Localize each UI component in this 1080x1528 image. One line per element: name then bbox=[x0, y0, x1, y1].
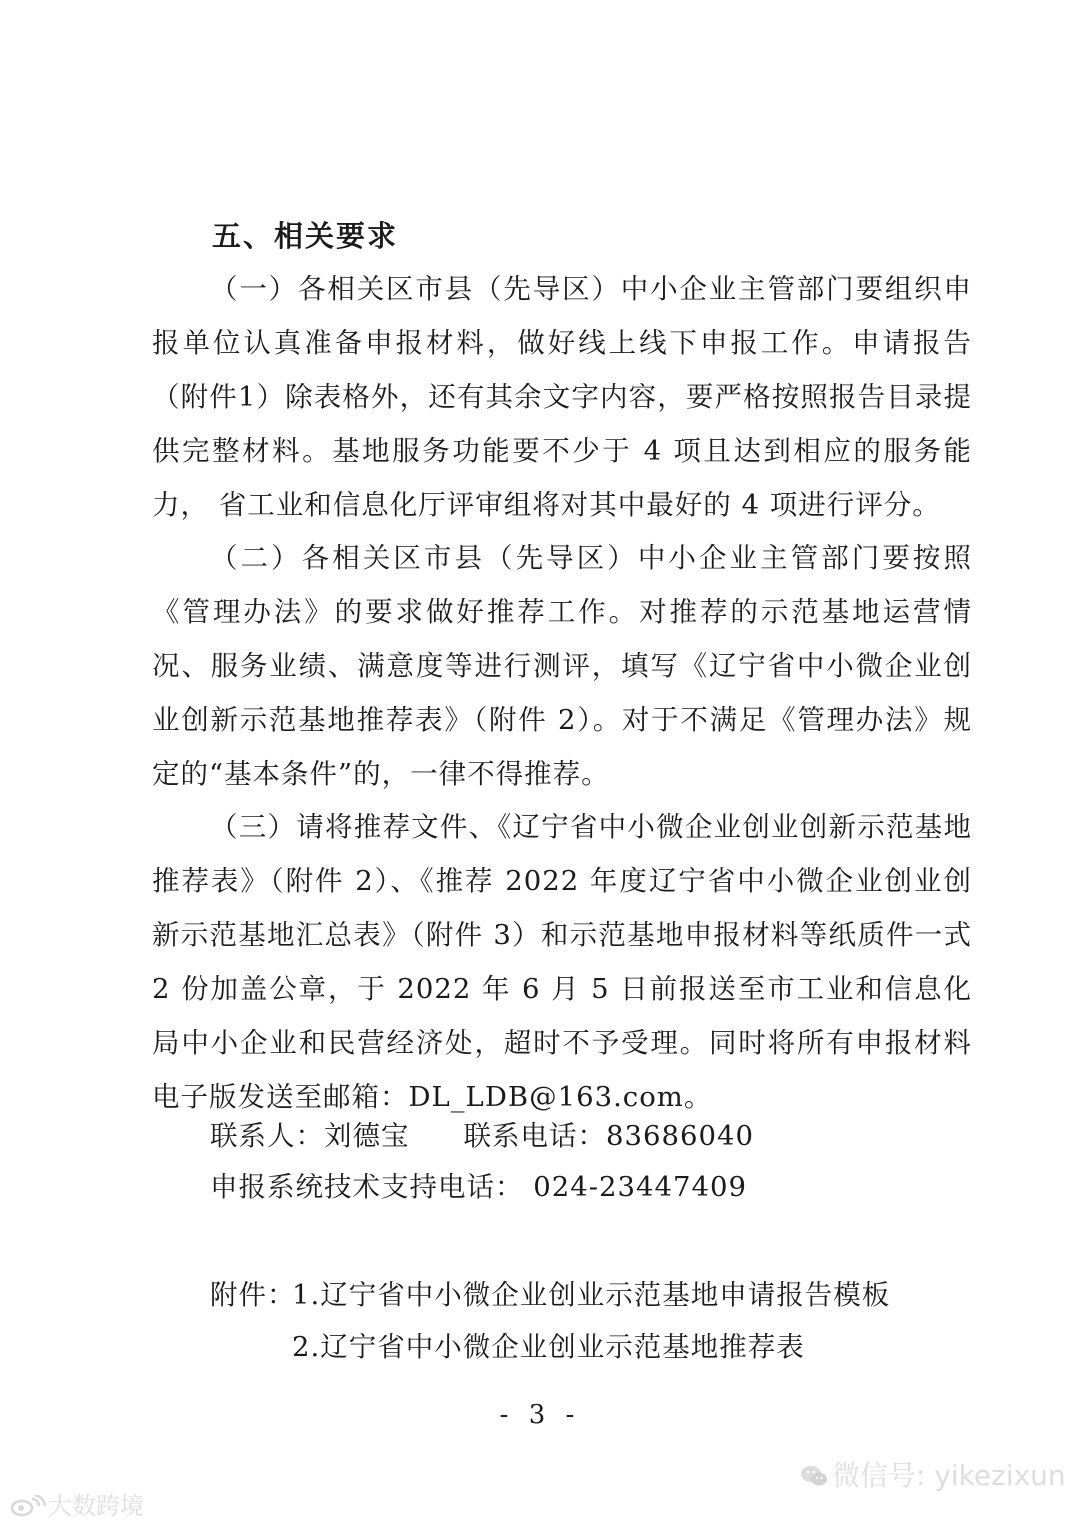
support-phone-label: 申报系统技术支持电话： bbox=[210, 1171, 524, 1203]
support-phone: 024-23447409 bbox=[533, 1171, 748, 1203]
page-number: - 3 - bbox=[499, 1400, 581, 1430]
requirement-paragraph-3: （三）请将推荐文件、《辽宁省中小微企业创业创新示范基地推荐表》（附件 2）、《推荐 2022 年度辽宁省中小微企业创业创新示范基地汇总表》（附件 3）和示范基地申报材料等纸质件一式 2 份加盖公章，于 2022 年 6 月 5 日前报送至市工业和信息化局中小企业和民营经济处，超时不予受理。同时将所有申报材料电子版发送至邮箱：DL_LDB@163.com。 bbox=[152, 811, 972, 1113]
contact-phone-label: 联系电话： bbox=[463, 1120, 606, 1152]
source-watermark bbox=[10, 1486, 144, 1521]
contact-person: 刘德宝 bbox=[324, 1120, 410, 1152]
contact-line bbox=[210, 1109, 754, 1163]
wechat-icon bbox=[800, 1461, 828, 1483]
attachments-label: 附件： bbox=[210, 1279, 296, 1311]
wechat-watermark bbox=[800, 1454, 1066, 1494]
attachment-item: 1.辽宁省中小微企业创业示范基地申请报告模板 bbox=[292, 1279, 891, 1311]
requirement-paragraph-2: （二）各相关区市县（先导区）中小企业主管部门要按照《管理办法》的要求做好推荐工作。对推荐的示范基地运营情况、服务业绩、满意度等进行测评，填写《辽宁省中小微企业创业创新示范基地推荐表》（附件 2）。对于不满足《管理办法》规定的“基本条件”的，一律不得推荐。 bbox=[152, 542, 972, 790]
section-heading: 五、相关要求 bbox=[212, 219, 399, 253]
requirement-paragraph-1: （一）各相关区市县（先导区）中小企业主管部门要组织申报单位认真准备申报材料，做好线上线下申报工作。申请报告（附件1）除表格外，还有其余文字内容，要严格按照报告目录提供完整材料。基地服务功能要不少于 4 项且达到相应的服务能力， 省工业和信息化厅评审组将对其中最好的 4 项进行评分。 bbox=[152, 273, 972, 521]
weibo-logo-icon bbox=[10, 1495, 46, 1517]
contact-person-label: 联系人： bbox=[210, 1120, 324, 1152]
attachment-item: 2.辽宁省中小微企业创业示范基地推荐表 bbox=[292, 1331, 805, 1363]
wechat-watermark-text: 微信号: yikezixun bbox=[832, 1459, 1066, 1492]
support-line bbox=[210, 1160, 747, 1214]
contact-phone: 83686040 bbox=[606, 1120, 754, 1152]
source-watermark-text: 大数跨境 bbox=[48, 1492, 144, 1520]
